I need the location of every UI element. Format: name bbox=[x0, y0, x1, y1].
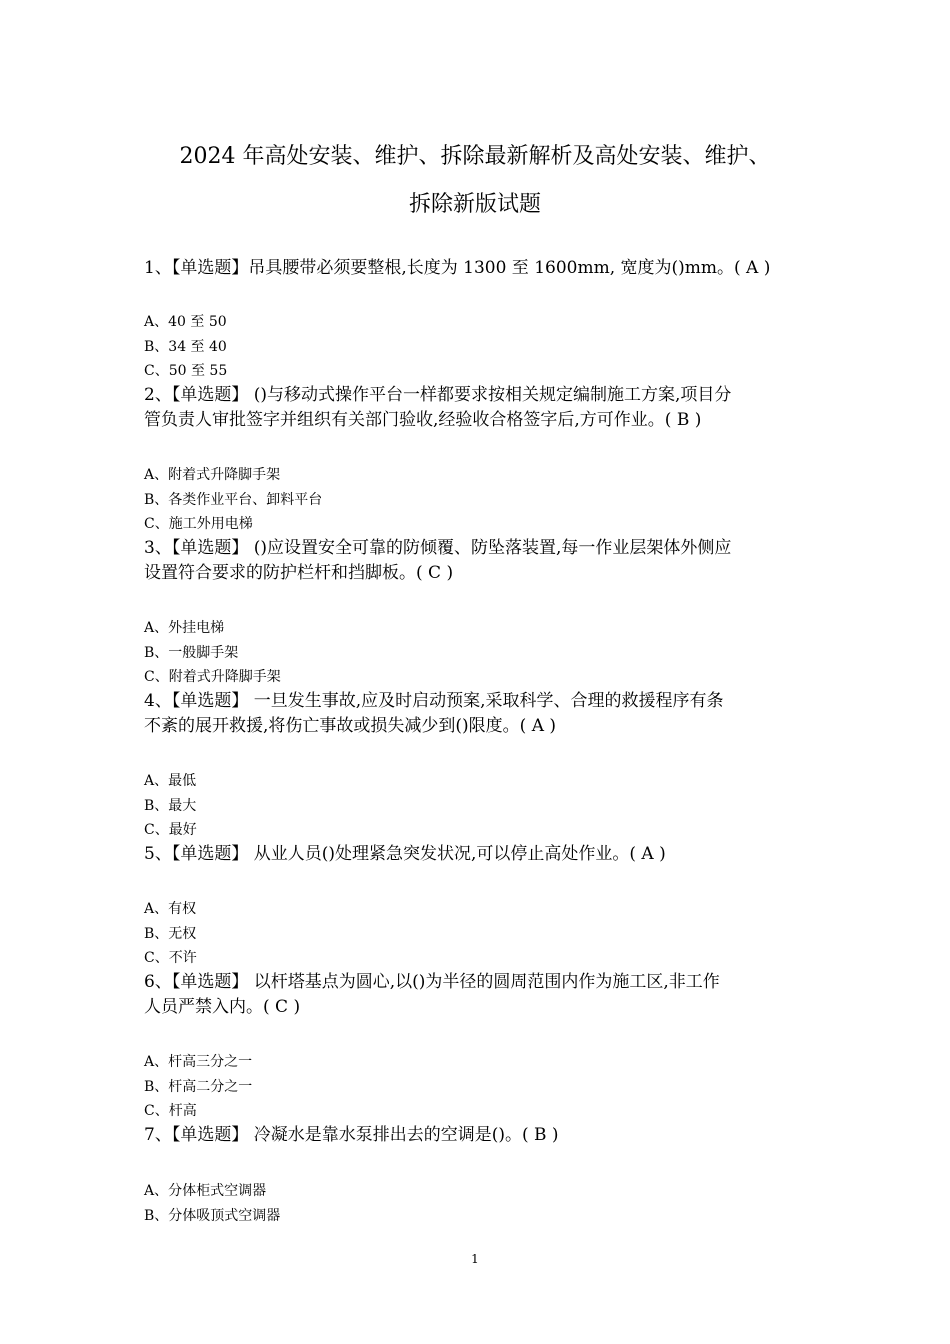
page-number: 1 bbox=[471, 1252, 479, 1266]
question-5-option-a: A、有权 bbox=[144, 901, 197, 917]
question-4-line-2: 不紊的展开救援,将伤亡事故或损失减少到()限度。( A ) bbox=[144, 716, 557, 736]
question-5-option-c: C、不许 bbox=[144, 950, 197, 966]
question-7-option-a: A、分体柜式空调器 bbox=[144, 1183, 267, 1199]
question-6-option-a: A、杆高三分之一 bbox=[144, 1054, 253, 1070]
question-4-option-a: A、最低 bbox=[144, 773, 197, 789]
question-3-line-2: 设置符合要求的防护栏杆和挡脚板。( C ) bbox=[144, 563, 454, 583]
question-6-option-b: B、杆高二分之一 bbox=[144, 1079, 253, 1095]
question-4-option-c: C、最好 bbox=[144, 822, 197, 838]
question-4-line-1: 4、【单选题】 一旦发生事故,应及时启动预案,采取科学、合理的救援程序有条 bbox=[144, 691, 724, 711]
question-2-option-a: A、附着式升降脚手架 bbox=[144, 467, 281, 483]
question-2-option-c: C、施工外用电梯 bbox=[144, 516, 253, 532]
question-4-option-b: B、最大 bbox=[144, 798, 197, 814]
question-2-line-2: 管负责人审批签字并组织有关部门验收,经验收合格签字后,方可作业。( B ) bbox=[144, 410, 702, 430]
question-6-line-1: 6、【单选题】 以杆塔基点为圆心,以()为半径的圆周范围内作为施工区,非工作 bbox=[144, 972, 720, 992]
question-6-option-c: C、杆高 bbox=[144, 1103, 197, 1119]
question-3-line-1: 3、【单选题】 ()应设置安全可靠的防倾覆、防坠落装置,每一作业层架体外侧应 bbox=[144, 538, 732, 558]
question-1-line-1: 1、【单选题】吊具腰带必须要整根,长度为 1300 至 1600mm, 宽度为()mm。( A ) bbox=[144, 258, 771, 278]
question-3-option-a: A、外挂电梯 bbox=[144, 620, 225, 636]
question-1-option-a: A、40 至 50 bbox=[144, 314, 227, 330]
question-1-option-b: B、34 至 40 bbox=[144, 339, 227, 355]
question-1-option-c: C、50 至 55 bbox=[144, 363, 228, 379]
question-2-line-1: 2、【单选题】 ()与移动式操作平台一样都要求按相关规定编制施工方案,项目分 bbox=[144, 385, 732, 405]
question-3-option-c: C、附着式升降脚手架 bbox=[144, 669, 281, 685]
question-5-option-b: B、无权 bbox=[144, 926, 197, 942]
document-title-line-1: 2024 年高处安装、维护、拆除最新解析及高处安装、维护、 bbox=[179, 144, 771, 169]
question-2-option-b: B、各类作业平台、卸料平台 bbox=[144, 492, 323, 508]
question-3-option-b: B、一般脚手架 bbox=[144, 645, 239, 661]
question-7-line-1: 7、【单选题】 冷凝水是靠水泵排出去的空调是()。( B ) bbox=[144, 1125, 559, 1145]
question-5-line-1: 5、【单选题】 从业人员()处理紧急突发状况,可以停止高处作业。( A ) bbox=[144, 844, 666, 864]
question-7-option-b: B、分体吸顶式空调器 bbox=[144, 1208, 281, 1224]
document-title-line-2: 拆除新版试题 bbox=[408, 192, 541, 217]
question-6-line-2: 人员严禁入内。( C ) bbox=[144, 997, 301, 1017]
